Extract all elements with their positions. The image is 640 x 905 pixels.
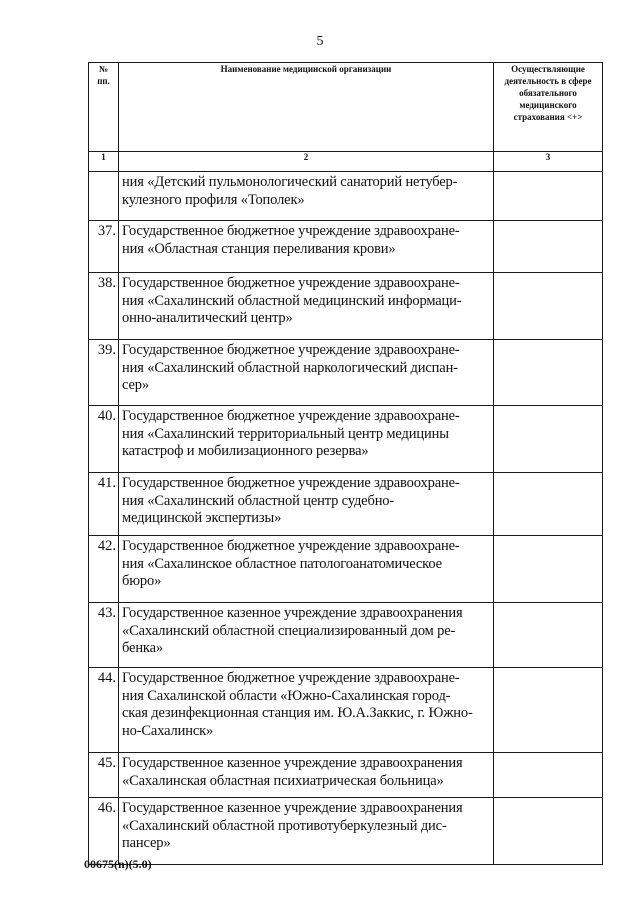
row-number: 39.: [89, 340, 119, 406]
table-row: [89, 536, 603, 603]
column-number: 3: [494, 152, 603, 172]
oms-activity-cell: [494, 753, 603, 798]
column-number: 1: [89, 152, 119, 172]
row-number: 38.: [89, 273, 119, 340]
row-number: 43.: [89, 603, 119, 668]
oms-activity-cell: [494, 473, 603, 536]
organizations-table: [88, 62, 603, 865]
organization-name: Государственное казенное учреждение здравоохранения «Сахалинский областной специализированный дом ре- бенка»: [119, 603, 494, 668]
table-row: [89, 340, 603, 406]
oms-activity-cell: [494, 536, 603, 603]
row-number: 46.: [89, 798, 119, 865]
organization-name: Государственное бюджетное учреждение здравоохране- ния Сахалинской области «Южно-Сахалинская город- ская дезинфекционная станция им. Ю.А.Заккис, г. Южно- но-Сахалинск»: [119, 668, 494, 753]
organization-name: Государственное казенное учреждение здравоохранения «Сахалинский областной противотуберкулезный дис- пансер»: [119, 798, 494, 865]
row-number: 42.: [89, 536, 119, 603]
table-row: [89, 668, 603, 753]
page-number: 5: [316, 34, 324, 49]
organization-name: Государственное казенное учреждение здравоохранения «Сахалинская областная психиатрическая больница»: [119, 753, 494, 798]
organization-name: ния «Детский пульмонологический санаторий нетубер- кулезного профиля «Тополек»: [119, 172, 494, 221]
oms-activity-cell: [494, 406, 603, 473]
oms-activity-cell: [494, 668, 603, 753]
organization-name: Государственное бюджетное учреждение здравоохране- ния «Сахалинский областной наркологический диспан- сер»: [119, 340, 494, 406]
column-number: 2: [119, 152, 494, 172]
table-row: [89, 406, 603, 473]
table-row: [89, 473, 603, 536]
organization-name: Государственное бюджетное учреждение здравоохране- ния «Областная станция переливания крови»: [119, 221, 494, 273]
row-number: 41.: [89, 473, 119, 536]
oms-activity-cell: [494, 172, 603, 221]
column-numbers-row: [89, 152, 603, 172]
row-number: [89, 172, 119, 221]
row-number: 44.: [89, 668, 119, 753]
header-organization-name: Наименование медицинской организации: [119, 63, 494, 152]
organization-name: Государственное бюджетное учреждение здравоохране- ния «Сахалинское областное патологоанатомическое бюро»: [119, 536, 494, 603]
row-number: 45.: [89, 753, 119, 798]
organization-name: Государственное бюджетное учреждение здравоохране- ния «Сахалинский областной центр судебно- медицинской экспертизы»: [119, 473, 494, 536]
document-code: 00675(n)(5.0): [84, 857, 152, 871]
table-row: [89, 753, 603, 798]
table-row: [89, 221, 603, 273]
header-oms-activity: Осуществляющие деятельность в сфере обязательного медицинского страхования <+>: [494, 63, 603, 152]
organization-name: Государственное бюджетное учреждение здравоохране- ния «Сахалинский территориальный центр медицины катастроф и мобилизационного резерва»: [119, 406, 494, 473]
oms-activity-cell: [494, 798, 603, 865]
table-row: [89, 273, 603, 340]
oms-activity-cell: [494, 221, 603, 273]
table-header-row: [89, 63, 603, 152]
table-row: [89, 798, 603, 865]
oms-activity-cell: [494, 340, 603, 406]
oms-activity-cell: [494, 603, 603, 668]
organization-name: Государственное бюджетное учреждение здравоохране- ния «Сахалинский областной медицинский информаци- онно-аналитический центр»: [119, 273, 494, 340]
table-row: [89, 172, 603, 221]
oms-activity-cell: [494, 273, 603, 340]
row-number: 37.: [89, 221, 119, 273]
header-number: № пп.: [89, 63, 119, 152]
row-number: 40.: [89, 406, 119, 473]
table-row: [89, 603, 603, 668]
